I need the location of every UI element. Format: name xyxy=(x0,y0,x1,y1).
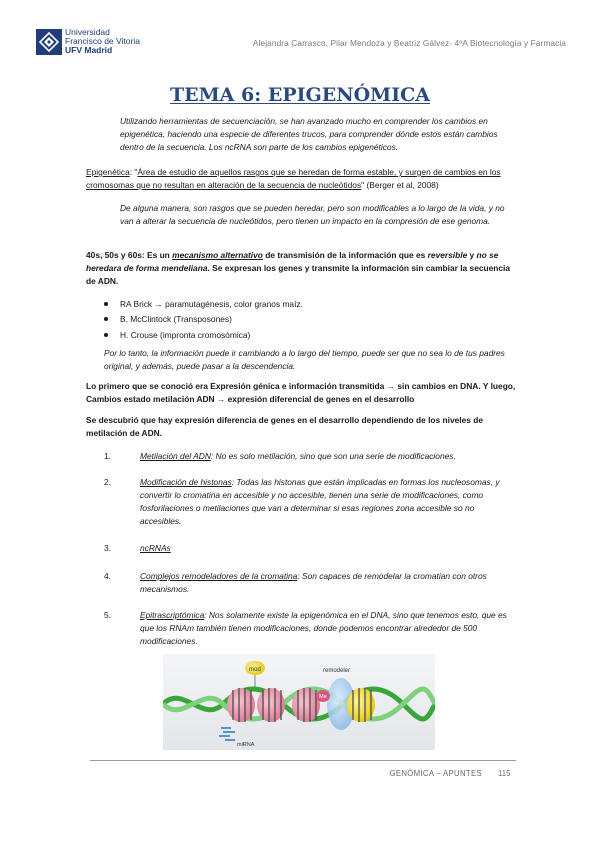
definition-citation: " (Berger et al, 2008) xyxy=(361,180,439,190)
chromatin-figure xyxy=(163,654,435,750)
bullet-text: RA Brick → paramutagénesis, color granos maíz. xyxy=(120,298,303,309)
footer-title: GENÓMICA – APUNTES xyxy=(389,769,482,778)
item-number: 5. xyxy=(104,610,111,620)
history-start: 40s, 50s y 60s: Es un xyxy=(86,250,173,260)
chromatin-illustration xyxy=(163,654,435,750)
item-text: : No es solo metilación, sino que son una serie de modificaciones. xyxy=(210,451,456,461)
list-item xyxy=(104,296,504,312)
item-term: ncRNAs xyxy=(140,543,171,553)
intro-paragraph: Utilizando herramientas de secuenciación, se han avanzado mucho en comprender los cambios en epigenética, haciendo una especie de diferentes trucos, para comprender dónde estos están cambios dentro de la secuencia. Los ncRNA son parte de los cambios epigenéticos. xyxy=(120,116,498,152)
numbered-item-5 xyxy=(104,609,516,648)
item-text: : Nos solamente existe la epigenómica en el DNA, sino que tenemos esto, que es que los RNAm también tienen modificaciones, donde podemos encontrar alrededor de 500 modificaciones. xyxy=(140,610,507,646)
remodeler-label: remodeler xyxy=(323,668,351,674)
summary-paragraph: Por lo tanto, la información puede ir cambiando a lo largo del tiempo, puede ser que no sea lo de tus padres original, y además, puede pasar a la descendencia. xyxy=(104,348,505,371)
logo-line-3: UFV Madrid xyxy=(65,45,113,55)
definition-colon: : " xyxy=(129,167,138,177)
definition-term: Epigenética xyxy=(86,167,130,177)
discovery-paragraph: Se descubrió que hay expresión diferencia de genes en el desarrollo dependiendo de los niveles de metilación de ADN. xyxy=(86,415,484,438)
numbered-item-4 xyxy=(104,570,516,596)
mod-label: mod xyxy=(249,667,261,673)
logo-line-1: Universidad xyxy=(65,27,110,37)
nucleosome-4 xyxy=(347,688,375,722)
bullet-icon xyxy=(104,302,108,306)
me-label: Me xyxy=(319,694,327,700)
ufv-shield-icon xyxy=(36,29,62,55)
item-number: 4. xyxy=(104,571,111,581)
history-paragraph xyxy=(86,249,516,288)
page-title: TEMA 6: EPIGENÓMICA xyxy=(170,84,430,106)
item-text: : Todas las histonas que están implicadas en formas los nucleosomas, y convertir lo cromatina en accesible y no accesible, tienen una serie de modificaciones, como fosforilaciones o metilaciones que van a determinar si esas regiones zona accesible so no accesibles. xyxy=(140,477,500,526)
nucleosome-3 xyxy=(292,688,320,722)
history-mechanism: mecanismo alternativo xyxy=(172,250,263,260)
numbered-item-3 xyxy=(104,542,516,555)
history-end: . Se expresan los genes y transmite la información sin cambiar la secuencia de ADN. xyxy=(86,263,511,286)
logo-line-2: Francisco de Vitoria xyxy=(65,36,140,46)
explanation-paragraph: De alguna manera, son rasgos que se pueden heredar, pero son modificables a lo largo de la vida, y no van a alterar la secuencia de nucleótidos, pero tienen un impacto en la compresión de ese genoma. xyxy=(120,203,505,226)
researcher-list xyxy=(104,296,504,343)
item-number: 3. xyxy=(104,543,111,553)
definition-paragraph xyxy=(86,166,516,192)
nucleosome-2 xyxy=(257,688,285,722)
first-known-paragraph: Lo primero que se conoció era Expresión génica e información transmitida → sin cambios en DNA. Y luego, Cambios estado metilación ADN → expresión diferencial de genes en el desarrollo xyxy=(86,381,516,404)
mirna-label: miRNA xyxy=(237,742,255,748)
numbered-item-2 xyxy=(104,476,516,528)
bullet-icon xyxy=(104,333,108,337)
item-number: 1. xyxy=(104,451,111,461)
history-no-mendel: no se heredara de forma mendeliana xyxy=(86,250,499,273)
item-term: Modificación de histonas xyxy=(140,477,232,487)
item-text: : Son capaces de remodelar la cromatian con otros mecanismos. xyxy=(140,571,487,594)
university-logo xyxy=(36,28,140,55)
header-authors: Alejandra Carrasco, Pilar Mendoza y Beatriz Gálvez- 4ºA Biotecnología y Farmacia xyxy=(252,38,566,48)
item-term: Complejos remodeladores de la cromatina xyxy=(140,571,298,581)
footer-divider xyxy=(90,760,516,761)
history-mid2: y xyxy=(467,250,477,260)
bullet-text: H. Crouse (impronta cromosómica) xyxy=(120,329,251,340)
definition-quote: Área de estudio de aquellos rasgos que se heredan de forma estable, y surgen de cambios en los cromosomas que no resultan en alteración de la secuencia de nucleótidos xyxy=(86,167,501,190)
page-number: 115 xyxy=(498,769,511,778)
bullet-text: B. McClintock (Transposones) xyxy=(120,314,232,325)
history-mid1: de transmisión de la información que es xyxy=(262,250,428,260)
list-item xyxy=(104,312,504,328)
page-header xyxy=(36,28,566,62)
nucleosome-1 xyxy=(227,688,255,722)
history-reversible: reversible xyxy=(427,250,468,260)
bullet-icon xyxy=(104,317,108,321)
item-term: Metilación del ADN xyxy=(140,451,211,461)
item-number: 2. xyxy=(104,477,111,487)
list-item xyxy=(104,327,504,343)
item-term: Epitrascriptómica xyxy=(140,610,205,620)
numbered-item-1 xyxy=(104,450,516,463)
logo-text xyxy=(65,28,140,55)
